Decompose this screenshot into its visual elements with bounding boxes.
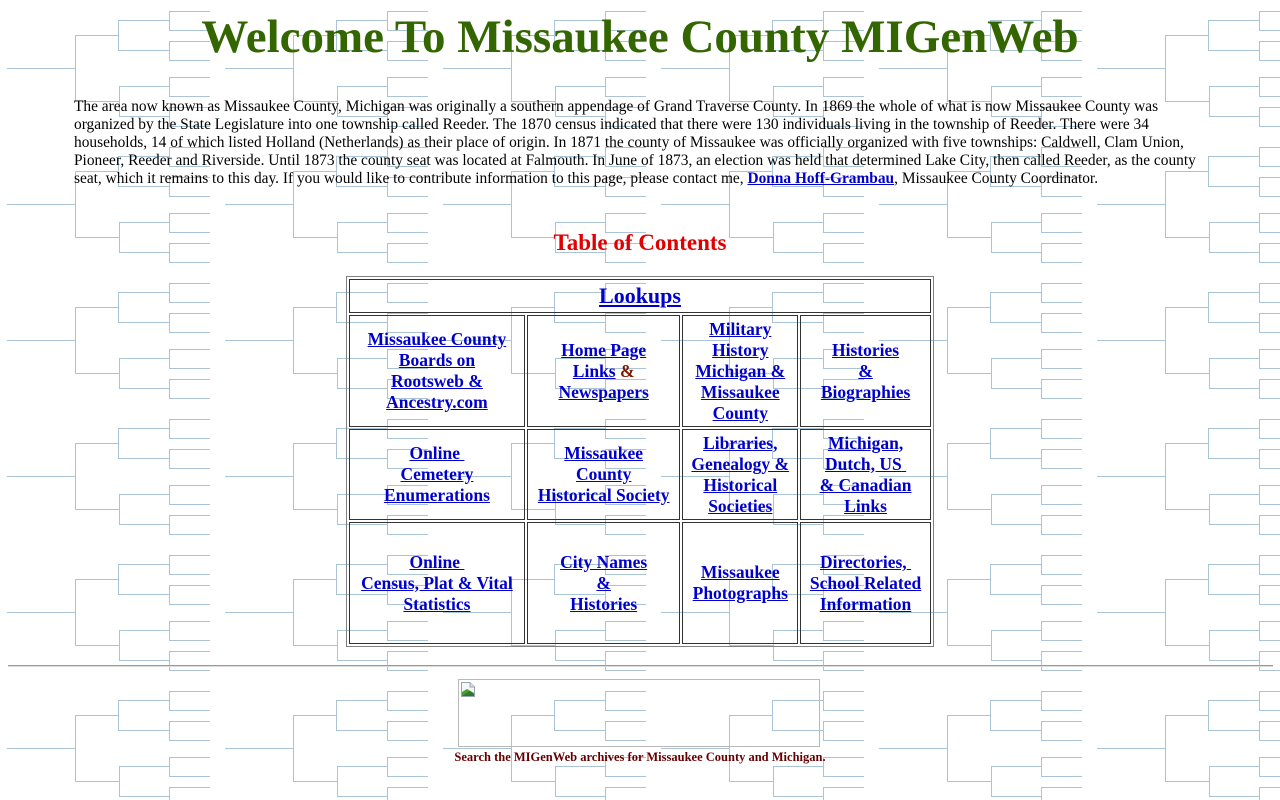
michigan-dutch-us-canadian-links-link[interactable]: Michigan, Dutch, US & Canadian Links — [819, 432, 912, 516]
lookups-link[interactable]: Lookups — [599, 283, 681, 308]
intro-paragraph — [74, 98, 1214, 188]
toc-cell — [349, 315, 525, 427]
historical-society-link[interactable]: Missaukee County Historical Society — [537, 443, 670, 505]
histories-biographies-link[interactable]: Histories & Biographies — [820, 339, 911, 402]
page-title: Welcome To Missaukee County MIGenWeb — [201, 11, 1079, 63]
toc-cell — [527, 522, 681, 644]
toc-cell — [682, 522, 798, 644]
missaukee-photographs-link[interactable]: Missaukee Photographs — [692, 562, 788, 603]
broken-image-icon — [461, 682, 475, 697]
toc-cell — [527, 315, 681, 427]
horizontal-divider — [8, 665, 1273, 667]
boards-rootsweb-ancestry-link[interactable]: Missaukee County Boards on Rootsweb & Ancestry.com — [367, 329, 507, 412]
toc-cell — [349, 522, 525, 644]
toc-cell — [349, 429, 525, 520]
newspapers-link[interactable]: Newspapers — [558, 381, 649, 402]
city-names-histories-link[interactable]: City Names & Histories — [560, 551, 648, 614]
toc-cell — [800, 315, 931, 427]
intro-text: The area now known as Missaukee County, Michigan was originally a southern appendage of Grand Traverse County. In 1869 the whole of what is now Missaukee County was organized by the State Legislature into one township called Reeder. The 1870 census indicated that there were 130 individuals living in the township of Reeder. There were 34 households, 14 of which listed Holland (Netherlands) as their place of origin. In 1871 the county of Missaukee was officially organized with five townships: Caldwell, Clam Union, Pioneer, Reeder and Riverside. Until 1873 the county seat was located at Falmouth. In June of 1873, an election was held that determined Lake City, then called Reeder, as the county seat, which it remains to this day. If you would like to contribute information to this page, please contact me, — [74, 98, 1196, 187]
toc-cell — [527, 429, 681, 520]
table-of-contents — [346, 276, 934, 647]
home-page-links-link[interactable]: Home Page Links — [561, 339, 647, 381]
intro-text-end: , Missaukee County Coordinator. — [894, 170, 1099, 187]
coordinator-contact-link[interactable]: Donna Hoff-Grambau — [747, 170, 895, 187]
ampersand-text: & — [619, 360, 635, 381]
toc-cell — [682, 315, 798, 427]
census-plat-vital-statistics-link[interactable]: Online Census, Plat & Vital Statistics — [361, 551, 513, 614]
directories-school-information-link[interactable]: Directories, School Related Information — [809, 551, 922, 614]
toc-header-cell — [349, 279, 931, 313]
toc-cell — [800, 522, 931, 644]
migenweb-search-banner-image[interactable] — [458, 679, 820, 747]
search-caption: Search the MIGenWeb archives for Missaukee County and Michigan. — [454, 750, 826, 764]
toc-cell — [800, 429, 931, 520]
libraries-genealogy-societies-link[interactable]: Libraries, Genealogy & Historical Societies — [691, 432, 790, 516]
toc-cell — [682, 429, 798, 520]
table-of-contents-heading: Table of Contents — [553, 230, 727, 255]
cemetery-enumerations-link[interactable]: Online Cemetery Enumerations — [383, 443, 490, 505]
military-history-link[interactable]: Military History Michigan & Missaukee County — [695, 318, 786, 423]
